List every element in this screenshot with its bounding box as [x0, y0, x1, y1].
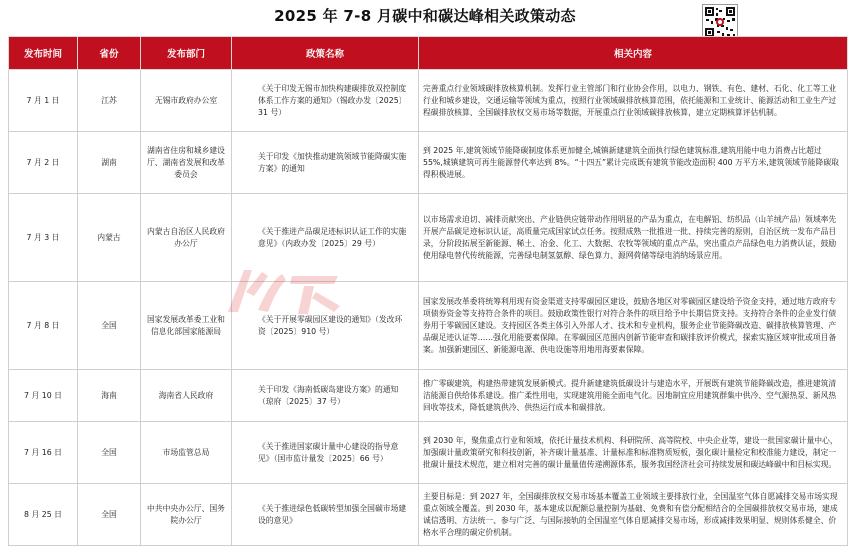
- cell-policy: 关于印发《海南低碳岛建设方案》的通知（琼府〔2025〕37 号）: [232, 370, 419, 422]
- header-date: 发布时间: [9, 37, 78, 70]
- cell-policy: 《关于推进国家碳计量中心建设的指导意见》（国市监计量发〔2025〕66 号）: [232, 422, 419, 484]
- cell-content: 以市场需求迫切、减排贡献突出、产业链供应链带动作用明显的产品为重点，在电解铝、纺织品（山羊绒产品）领域率先开展产品碳足迹标识认证，高质量完成国家试点任务。按照成熟一批推进一批、持续完善的原则，自治区统一发布产品目录，分阶段拓展至新能源、稀土、冶金、化工、大数据、农牧等领域的重点产品，突出重点产品绿色电力消费认证，鼓励使用绿电替代传统能源，完善绿电制氢氨醇、绿色算力、源网荷储等绿电消纳场景应用。: [419, 194, 848, 282]
- cell-province: 内蒙古: [78, 194, 141, 282]
- table-row: [9, 484, 848, 546]
- cell-dept: 中共中央办公厅、国务院办公厅: [141, 484, 232, 546]
- cell-dept: 国家发展改革委工业和信息化部国家能源局: [141, 282, 232, 370]
- cell-province: 全国: [78, 282, 141, 370]
- policy-table: [8, 36, 848, 546]
- cell-province: 湖南: [78, 132, 141, 194]
- cell-date: 7 月 2 日: [9, 132, 78, 194]
- cell-content: 国家发展改革委将统筹利用现有资金渠道支持零碳园区建设，鼓励各地区对零碳园区建设给予资金支持，通过地方政府专项债券资金等支持符合条件的项目。鼓励政策性银行对符合条件的项目给予中长期信贷支持。支持符合条件的企业发行债券用于零碳园区建设。支持园区各类主体引入外部人才、技术和专业机构，服务企业节能降碳改造、碳排放核算管理、产品碳足迹认证等……强化用能要素保障。在零碳园区范围内创新节能审查和碳排放评价模式，探索实施区域审批或项目备案。加强新建园区、新能源电源、供电设施等用地用海要素保障。: [419, 282, 848, 370]
- cell-province: 全国: [78, 422, 141, 484]
- cell-dept: 内蒙古自治区人民政府办公厅: [141, 194, 232, 282]
- cell-policy: 《关于推进绿色低碳转型加强全国碳市场建设的意见》: [232, 484, 419, 546]
- cell-date: 7 月 3 日: [9, 194, 78, 282]
- cell-content: 完善重点行业领域碳排放核算机制。发挥行业主管部门和行业协会作用，以电力、钢铁、有色、建材、石化、化工等工业行业和城乡建设，交通运输等领域为重点，按照行业领域碳排放核算范围，依托能源和工业统计、能源活动和工业生产过程碳排放核算、全国碳排放权交易市场等数据，开展重点行业领域碳排放核算，建立定期核算评估机制。: [419, 70, 848, 132]
- cell-policy: 《关于推进产品碳足迹标识认证工作的实施意见》（内政办发〔2025〕29 号）: [232, 194, 419, 282]
- cell-content: 到 2025 年,建筑领域节能降碳制度体系更加健全,城镇新建建筑全面执行绿色建筑标准,建筑用能中电力消费占比超过 55%,城镇建筑可再生能源替代率达到 8%。“十四五”累计完成既有建筑节能改造面积 400 万平方米,建筑领域节能降碳取得积极进展。: [419, 132, 848, 194]
- cell-province: 江苏: [78, 70, 141, 132]
- cell-dept: 海南省人民政府: [141, 370, 232, 422]
- table-row: [9, 70, 848, 132]
- cell-date: 7 月 16 日: [9, 422, 78, 484]
- cell-date: 7 月 8 日: [9, 282, 78, 370]
- cell-dept: 市场监管总局: [141, 422, 232, 484]
- header-province: 省份: [78, 37, 141, 70]
- cell-policy: 关于印发《加快推动建筑领域节能降碳实施方案》的通知: [232, 132, 419, 194]
- cell-content: 推广零碳建筑，构建热带建筑发展新模式。提升新建建筑低碳设计与建造水平，开展既有建筑节能降碳改造，推进建筑清洁能源自供给体系建设。推广柔性用电，实现建筑用能全面电气化。因地制宜应用建筑群集中供冷、空气源热泵、新风热回收等技术，降低建筑供冷、供热运行成本和碳排放。: [419, 370, 848, 422]
- page-title: 2025 年 7-8 月碳中和碳达峰相关政策动态: [274, 7, 576, 25]
- cell-date: 7 月 10 日: [9, 370, 78, 422]
- table-row: [9, 422, 848, 484]
- cell-dept: 无锡市政府办公室: [141, 70, 232, 132]
- cell-province: 全国: [78, 484, 141, 546]
- header-content: 相关内容: [419, 37, 848, 70]
- cell-date: 7 月 1 日: [9, 70, 78, 132]
- table-row: [9, 282, 848, 370]
- cell-province: 海南: [78, 370, 141, 422]
- qr-code-icon: [702, 4, 738, 40]
- cell-policy: 《关于印发无锡市加快构建碳排放双控制度体系工作方案的通知》（锡政办发〔2025〕31 号）: [232, 70, 419, 132]
- table-row: [9, 194, 848, 282]
- header-dept: 发布部门: [141, 37, 232, 70]
- cell-content: 到 2030 年，聚焦重点行业和领域，依托计量技术机构、科研院所、高等院校、中央企业等，建设一批国家碳计量中心，加强碳计量政策研究和科技创新，补齐碳计量基准、计量标准和标准物质短板，强化碳计量检定和校准能力建设，制定一批碳计量技术规范，建立相对完善的碳计量量值传递溯源体系，服务我国经济社会可持续发展和碳达峰碳中和目标实现。: [419, 422, 848, 484]
- table-row: [9, 132, 848, 194]
- table-row: [9, 370, 848, 422]
- cell-content: 主要目标是：到 2027 年，全国碳排放权交易市场基本覆盖工业领域主要排放行业，全国温室气体自愿减排交易市场实现重点领域全覆盖。到 2030 年，基本建成以配额总量控制为基础、免费和有偿分配相结合的全国碳排放权交易市场，建成诚信透明、方法统一、参与广泛、与国际接轨的全国温室气体自愿减排交易市场，形成减排效果明显、规则体系健全、价格水平合理的碳定价机制。: [419, 484, 848, 546]
- cell-dept: 湖南省住房和城乡建设厅、湖南省发展和改革委员会: [141, 132, 232, 194]
- header-policy: 政策名称: [232, 37, 419, 70]
- cell-policy: 《关于开展零碳园区建设的通知》（发改环资〔2025〕910 号）: [232, 282, 419, 370]
- cell-date: 8 月 25 日: [9, 484, 78, 546]
- table-header-row: [9, 37, 848, 70]
